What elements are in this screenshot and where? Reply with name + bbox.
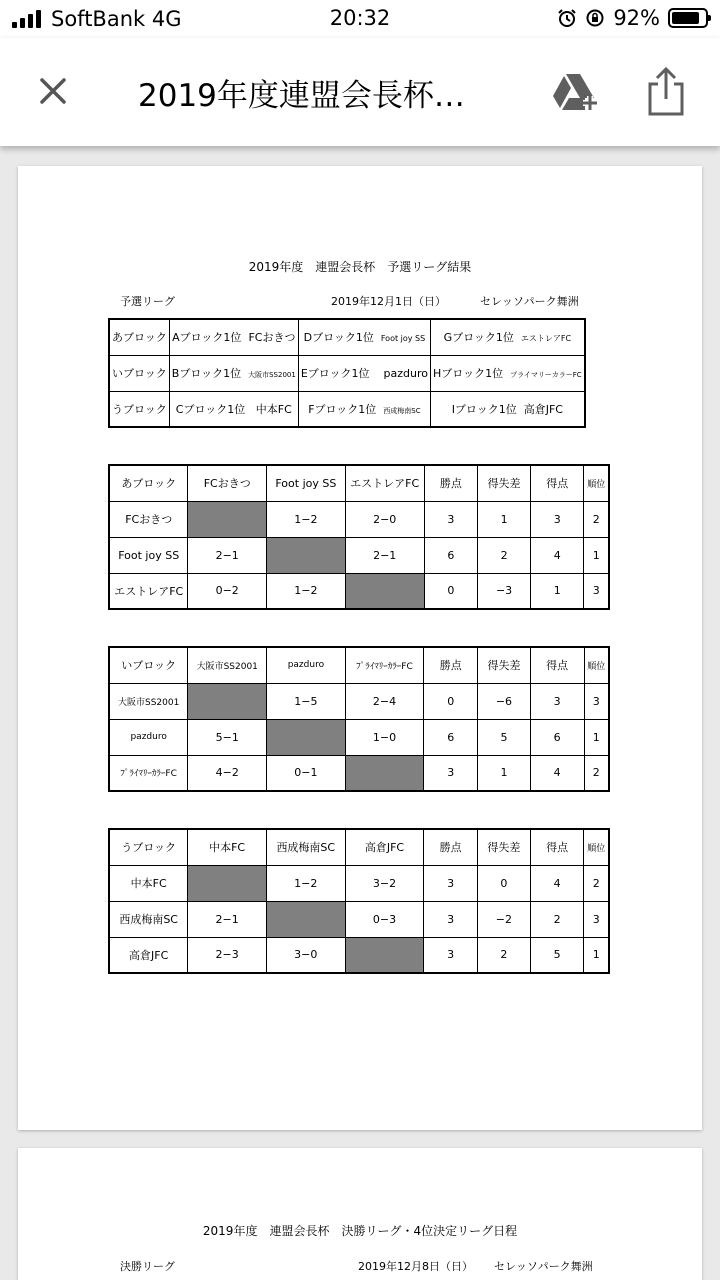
block-name: あブロック: [109, 319, 169, 355]
status-bar: [0, 0, 720, 38]
match-date: 2019年12月8日（日）: [358, 1260, 473, 1273]
section-label: 決勝リーグ: [120, 1260, 175, 1273]
stat-cell: 0: [424, 683, 478, 719]
column-header-stat: 得失差: [478, 647, 531, 683]
column-header-stat: 得失差: [478, 465, 531, 501]
row-team-name: 高倉JFC: [109, 937, 188, 973]
column-header-stat: 順位: [584, 465, 609, 501]
table-row: [109, 901, 609, 937]
table-row: [109, 355, 585, 391]
stat-cell: 3: [424, 937, 478, 973]
block-cell: Cブロック1位 中本FC: [169, 391, 298, 427]
column-header-stat: 勝点: [424, 465, 478, 501]
stat-cell: 4: [530, 537, 584, 573]
score-cell: 3−0: [266, 937, 345, 973]
document-page-1: [18, 166, 702, 1130]
viewer-header: [0, 38, 720, 146]
stat-cell: 1: [584, 719, 609, 755]
score-cell: 1−2: [266, 501, 345, 537]
row-team-name: 西成梅南SC: [109, 901, 188, 937]
league-table-a: [108, 464, 610, 610]
column-header-stat: 得点: [530, 465, 584, 501]
stat-cell: 2: [478, 537, 531, 573]
league-table-u: [108, 828, 610, 974]
stat-cell: 3: [530, 683, 584, 719]
drive-add-icon[interactable]: [550, 70, 598, 114]
score-cell: 1−2: [266, 573, 345, 609]
match-date: 2019年12月1日（日）: [331, 295, 446, 308]
stat-cell: 4: [530, 865, 584, 901]
column-header-stat: 得点: [530, 829, 584, 865]
row-team-name: 大阪市SS2001: [109, 683, 188, 719]
score-cell: 2−0: [345, 501, 424, 537]
score-cell: 2−4: [345, 683, 424, 719]
score-cell: 2−1: [188, 901, 267, 937]
score-cell: 2−3: [188, 937, 267, 973]
self-match-cell: [188, 865, 267, 901]
block-cell: Dブロック1位 Foot joy SS: [298, 319, 430, 355]
block-cell: Hブロック1位 プライマリーカラーFC: [431, 355, 585, 391]
stat-cell: 2: [584, 501, 609, 537]
score-cell: 1−0: [345, 719, 424, 755]
carrier-label: SoftBank 4G: [51, 7, 182, 31]
self-match-cell: [345, 573, 424, 609]
table-row: [109, 683, 609, 719]
page-title: 2019年度 連盟会長杯 決勝リーグ・4位決定リーグ日程: [202, 1224, 518, 1238]
stat-cell: 0: [424, 573, 478, 609]
stat-cell: 3: [424, 755, 478, 791]
page-title: 2019年度 連盟会長杯 予選リーグ結果: [248, 260, 472, 274]
stat-cell: 1: [584, 937, 609, 973]
stat-cell: 3: [424, 501, 478, 537]
table-row: [109, 573, 609, 609]
column-header-team: 中本FC: [188, 829, 267, 865]
score-cell: 4−2: [188, 755, 267, 791]
section-label: 予選リーグ: [120, 295, 175, 308]
self-match-cell: [188, 683, 267, 719]
block-name: うブロック: [109, 391, 169, 427]
venue: セレッソパーク舞洲: [480, 295, 579, 308]
score-cell: 5−1: [188, 719, 267, 755]
stat-cell: 3: [584, 901, 609, 937]
self-match-cell: [345, 755, 424, 791]
stat-cell: 5: [478, 719, 531, 755]
table-row: [109, 719, 609, 755]
rotation-lock-icon: [585, 8, 605, 28]
column-header-team: エストレアFC: [345, 465, 424, 501]
stat-cell: −3: [478, 573, 531, 609]
table-row: [109, 537, 609, 573]
stat-cell: 6: [530, 719, 584, 755]
self-match-cell: [267, 719, 346, 755]
table-row: [109, 319, 585, 355]
block-cell: Gブロック1位 エストレアFC: [431, 319, 585, 355]
row-team-name: 中本FC: [109, 865, 188, 901]
block-table: [108, 318, 586, 428]
table-row: [109, 937, 609, 973]
score-cell: 1−5: [267, 683, 346, 719]
row-team-name: FCおきつ: [109, 501, 188, 537]
score-cell: 3−2: [345, 865, 424, 901]
column-header-team: Foot joy SS: [266, 465, 345, 501]
stat-cell: 0: [477, 865, 530, 901]
column-header-stat: 順位: [584, 647, 609, 683]
stat-cell: 3: [584, 573, 609, 609]
column-header-stat: 得点: [530, 647, 584, 683]
stat-cell: 6: [424, 537, 478, 573]
block-cell: Eブロック1位 pazduro: [298, 355, 430, 391]
stat-cell: 2: [530, 901, 584, 937]
column-header-team: ﾌﾟﾗｲﾏﾘｰｶﾗｰFC: [345, 647, 424, 683]
block-cell: Iブロック1位 高倉JFC: [431, 391, 585, 427]
column-header-stat: 順位: [584, 829, 609, 865]
status-right: [557, 6, 708, 30]
stat-cell: 4: [530, 755, 584, 791]
stat-cell: 5: [530, 937, 584, 973]
row-team-name: Foot joy SS: [109, 537, 188, 573]
column-header-stat: 勝点: [424, 829, 478, 865]
block-cell: Aブロック1位 FCおきつ: [169, 319, 298, 355]
self-match-cell: [345, 937, 424, 973]
stat-cell: 3: [530, 501, 584, 537]
document-title: 2019年度連盟会長杯…: [138, 78, 465, 114]
column-header-stat: 勝点: [424, 647, 478, 683]
table-row: [109, 755, 609, 791]
table-header-row: [109, 647, 609, 683]
close-icon[interactable]: [30, 68, 76, 114]
battery-icon: [668, 8, 708, 28]
score-cell: 0−3: [345, 901, 424, 937]
stat-cell: −2: [477, 901, 530, 937]
column-header-team: 西成梅南SC: [266, 829, 345, 865]
stat-cell: 1: [584, 537, 609, 573]
row-team-name: pazduro: [109, 719, 188, 755]
block-name: うブロック: [109, 829, 188, 865]
table-header-row: [109, 829, 609, 865]
venue: セレッソパーク舞洲: [494, 1260, 593, 1273]
score-cell: 0−1: [267, 755, 346, 791]
stat-cell: 2: [477, 937, 530, 973]
table-row: [109, 865, 609, 901]
block-name: いブロック: [109, 355, 169, 391]
stat-cell: 1: [530, 573, 584, 609]
alarm-icon: [557, 8, 577, 28]
stat-cell: 2: [584, 865, 609, 901]
stat-cell: 3: [584, 683, 609, 719]
table-row: [109, 391, 585, 427]
column-header-team: 大阪市SS2001: [188, 647, 267, 683]
league-table-i: [108, 646, 610, 792]
row-team-name: ﾌﾟﾗｲﾏﾘｰｶﾗｰFC: [109, 755, 188, 791]
column-header-team: 高倉JFC: [345, 829, 424, 865]
stat-cell: −6: [478, 683, 531, 719]
column-header-team: pazduro: [267, 647, 346, 683]
column-header-team: FCおきつ: [188, 465, 267, 501]
block-name: あブロック: [109, 465, 188, 501]
stat-cell: 1: [478, 501, 531, 537]
self-match-cell: [266, 537, 345, 573]
column-header-stat: 得失差: [477, 829, 530, 865]
battery-percent: 92%: [613, 6, 660, 30]
document-page-2: [18, 1148, 702, 1280]
share-icon[interactable]: [644, 66, 688, 118]
row-team-name: エストレアFC: [109, 573, 188, 609]
table-row: [109, 501, 609, 537]
self-match-cell: [188, 501, 267, 537]
stat-cell: 6: [424, 719, 478, 755]
stat-cell: 1: [478, 755, 531, 791]
score-cell: 0−2: [188, 573, 267, 609]
self-match-cell: [266, 901, 345, 937]
stat-cell: 3: [424, 865, 478, 901]
stat-cell: 3: [424, 901, 478, 937]
stat-cell: 2: [584, 755, 609, 791]
block-cell: Fブロック1位 西成梅南SC: [298, 391, 430, 427]
clock: 20:32: [329, 6, 391, 30]
score-cell: 2−1: [345, 537, 424, 573]
score-cell: 2−1: [188, 537, 267, 573]
table-header-row: [109, 465, 609, 501]
block-name: いブロック: [109, 647, 188, 683]
score-cell: 1−2: [266, 865, 345, 901]
block-cell: Bブロック1位 大阪市SS2001: [169, 355, 298, 391]
